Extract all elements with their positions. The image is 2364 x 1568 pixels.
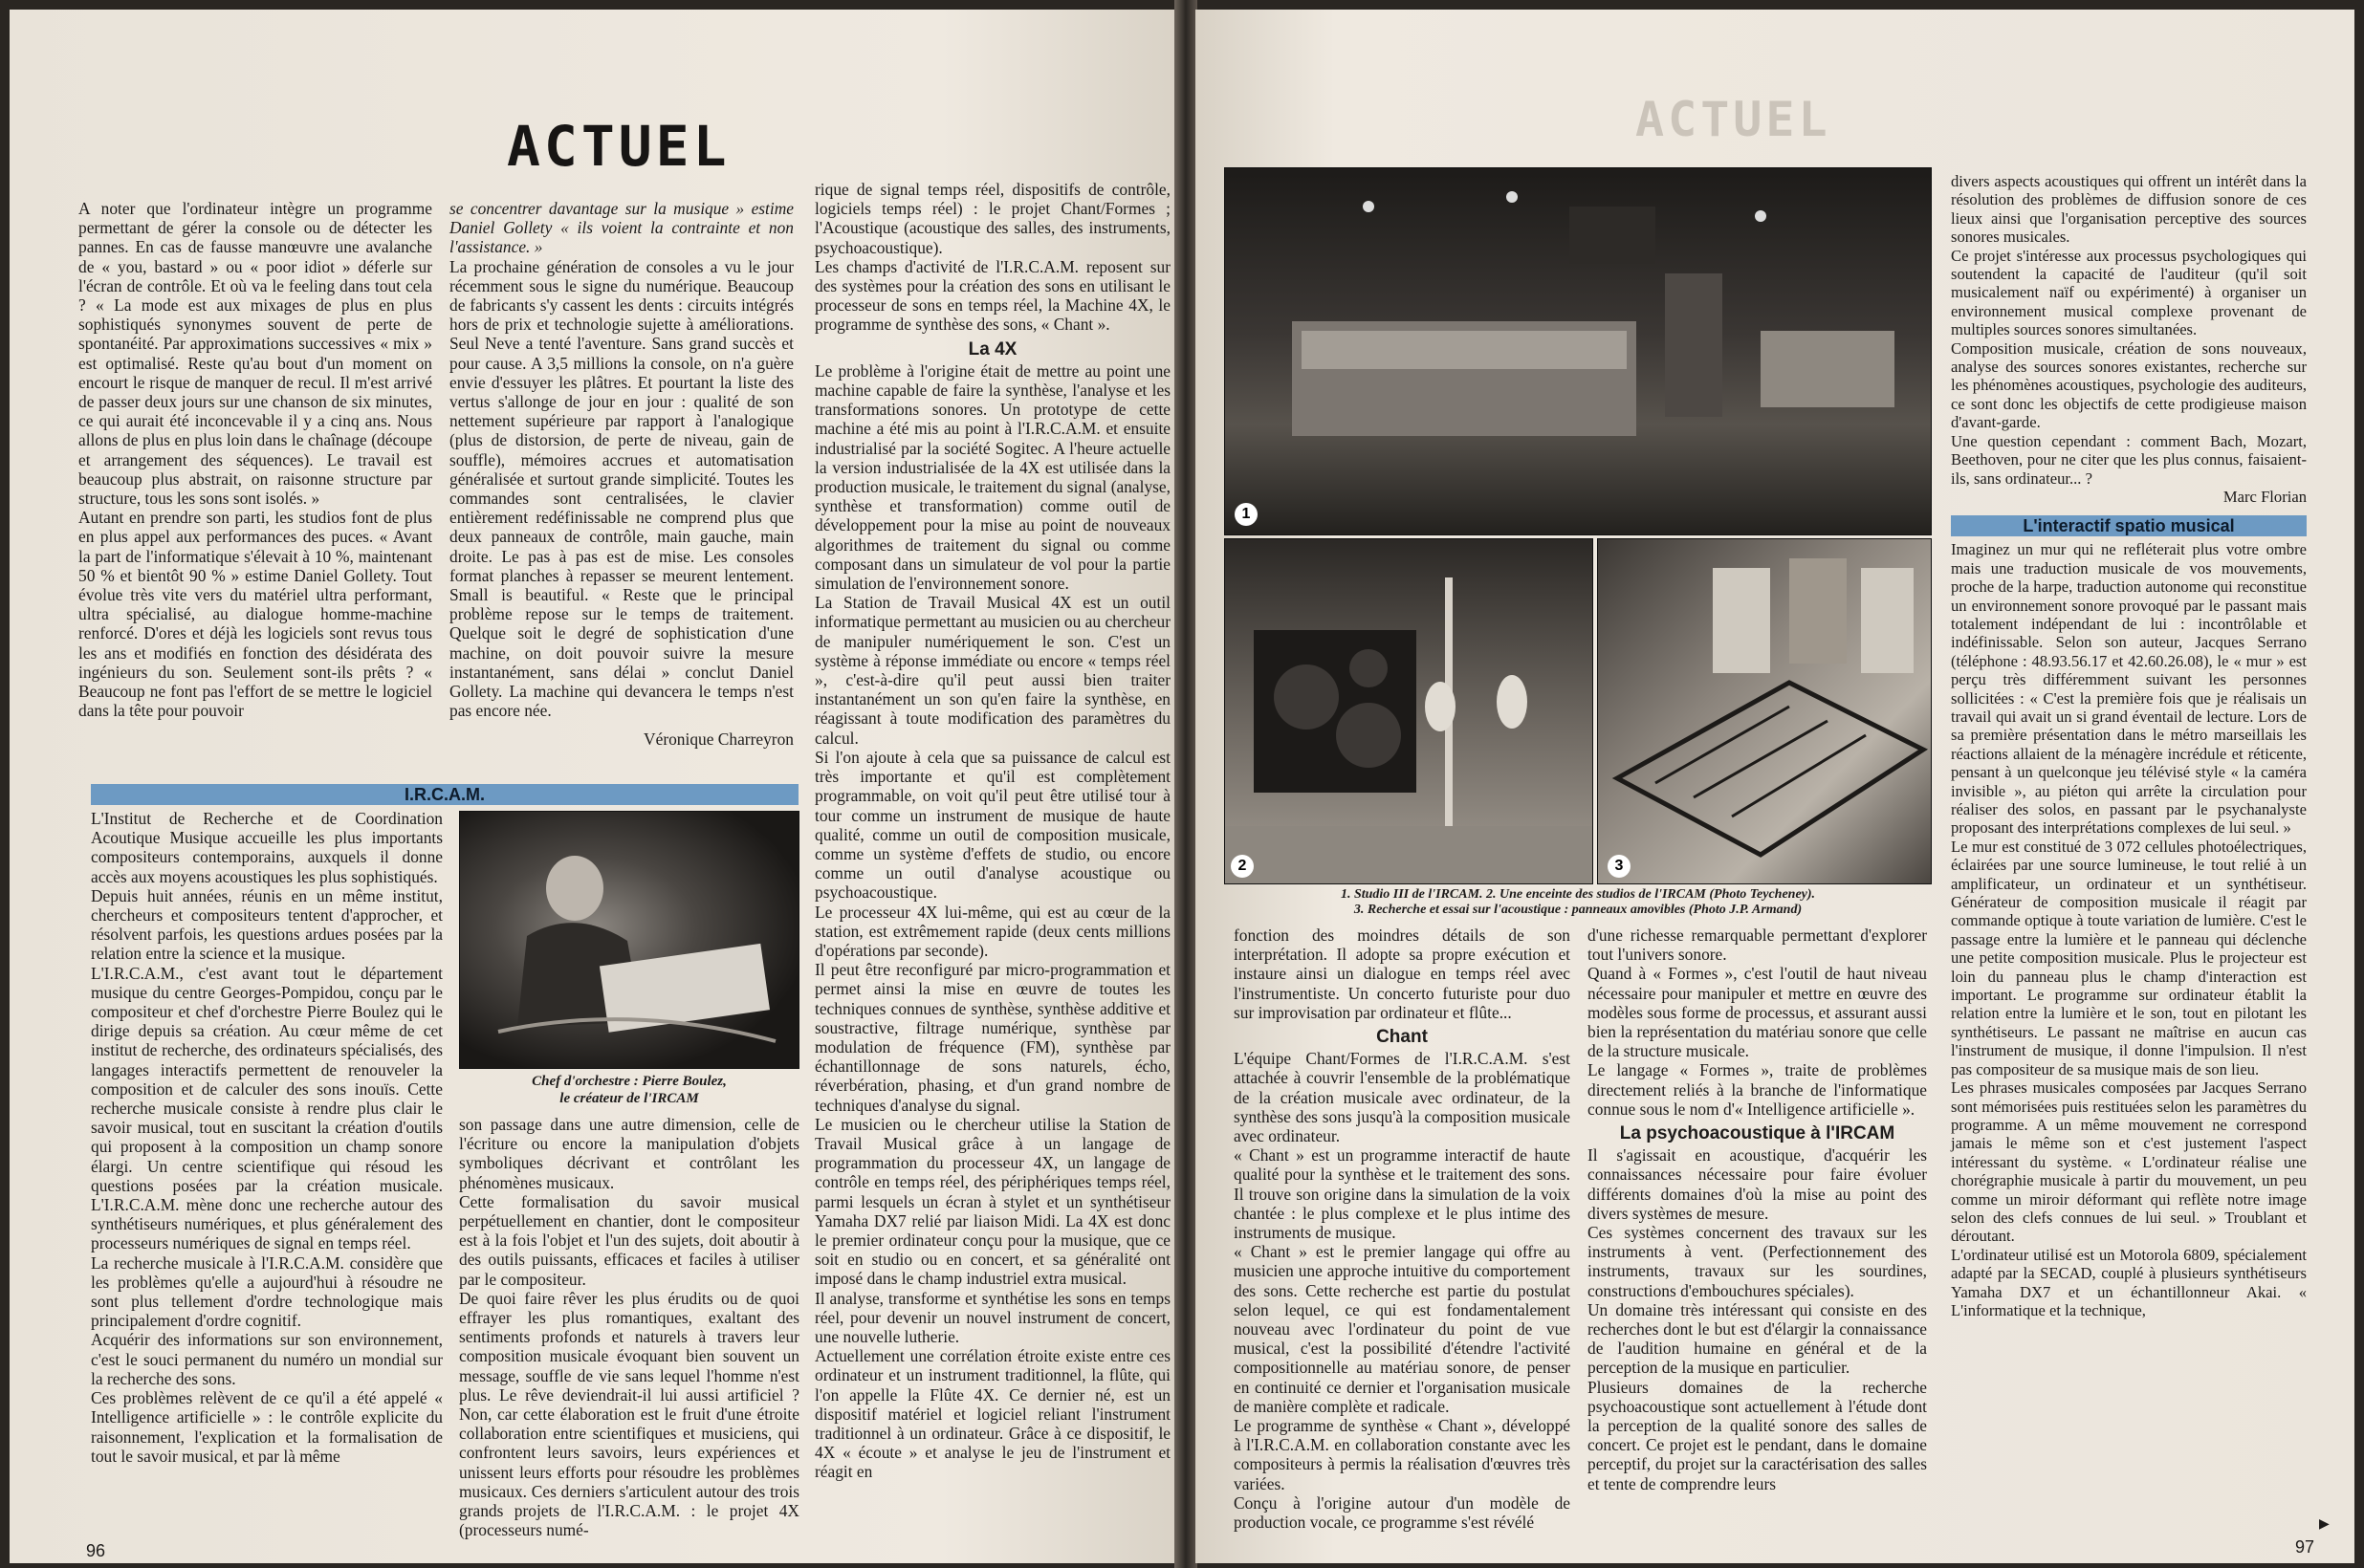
boulez-caption [459,1073,799,1107]
paragraph: Un domaine très intéressant qui consiste en des recherches dont le but est d'élargir la connaissance de l'audition humaine en général et de la perception de la musique en particulier. [1587,1299,1927,1378]
caption-line: le créateur de l'IRCAM [559,1091,699,1106]
paragraph: d'une richesse remarquable permettant d'explorer tout l'univers sonore. [1587,926,1927,965]
right-page [1195,10,2354,1563]
paragraph: Le musicien ou le chercheur utilise la Station de Travail Musical grâce à un langage de programmation du processeur 4X, un langage de contrôle en temps réel, des périphériques temps réel, parmi lesquels un écran à stylet et un synthétiseur Yamaha DX7 relié par liaison Midi. La 4X est donc le premier ordinateur conçu pour la musique, que ce soit en studio ou en concert, et sa généralité ont imposé dans le champ industriel extra musical. [815,1114,1171,1289]
paragraph: Ce projet s'intéresse aux processus psychologiques qui soutendent la capacité de l'auditeur (qu'il soit musicalement naïf ou expérimenté) à organiser un environnement musical complexe provenant de multiples sources sonores simultanées. [1951,246,2307,339]
caption-line: Chef d'orchestre : Pierre Boulez, [532,1074,727,1089]
paragraph: Il s'agissait en acoustique, d'acquérir les connaissances nécessaire pour faire évoluer différents domaines d'où la mise au point des divers systèmes de mesure. [1587,1145,1927,1223]
paragraph: Acquérir des informations sur son environnement, c'est le souci permanent du numéro un mondial sur la recherche des sons. [91,1330,443,1388]
left-col-2 [449,199,794,750]
photo-number: 2 [1231,855,1254,878]
ircam-heading: I.R.C.A.M. [91,784,799,805]
paragraph: La Station de Travail Musical 4X est un outil informatique permettant au musicien ou au chercheur de manipuler numériquement le son. C'est un système à réponse immédiate ou encore « temps réel », c'est-à-dire qu'il peut aussi bien traiter instantanément un son qu'en faire la synthèse, en réagissant à toute modification des paramètres du calcul. [815,593,1171,748]
paragraph: Les phrases musicales composées par Jacques Serrano sont mémorisées puis restituées selon les paramètres du programme. A un même mouvement ne correspond jamais le même son et c'est justement l'aspect intéressant du système. « L'ordinateur réalise une chorégraphie musicale à partir du mouvement, un peu comme un miroir déformant qui reflète notre image selon des clefs connues de lui seul. » Troublant et déroutant. [1951,1078,2307,1246]
paragraph: Ces systèmes concernent des travaux sur les instruments à vent. (Perfectionnement des instruments, travaux sur les sourdines, constructions d'embouchures spéciales). [1587,1223,1927,1300]
paragraph: La prochaine génération de consoles a vu le jour récemment sous le signe du numérique. Beaucoup de fabricants s'y cassent les dents : circuits intégrés hors de prix et technologie sujette à améliorations. Seul Neve a tenté l'aventure. Sans grand succès et pour cause. A 3,5 millions la console, on n'a guère envie d'essuyer les plâtres. Et pourtant la liste des vertus s'allonge de jour en jour : qualité de son nettement supérieure par rapport à l'analogique (plus de distorsion, de perte de niveau, gain de souffle), mémoires accrues et automatisation généralisée et surtout grande simplicité. Toutes les commandes sont centralisées, le clavier entièrement redéfinissable ne comprend plus que deux panneaux de contrôle, main gauche, main droite. Le pas à pas est de mise. Les consoles format planches à repasser se meurent lentement. Small is beautiful. « Reste que le principal problème repose sur le temps de traitement. Quelque soit le degré de sophistication d'une machine, on doit pouvoir suivre la mesure instantanément, sans délai » conclut Daniel Gollety. La machine qui devancera le temps n'est pas encore née. [449,256,794,721]
right-col-3 [1951,172,2307,1319]
right-col-2 [1587,926,1927,1493]
paragraph: De quoi faire rêver les plus érudits ou de quoi effrayer les plus romantiques, exaltant des sentiments profonds et naturels à travers leur composition musicale évoquant bien souvent un message, souffle de vie sans lequel l'homme n'est plus. Le rêve deviendrait-il lui aussi artificiel ? Non, car cette élaboration est le fruit d'une étroite collaboration entre scientifiques et musiciens, qui confrontent leurs savoirs, leurs expériences et unissent leurs efforts pour résoudre les problèmes musicaux. Ces derniers s'articulent autour des trois grands projets de l'I.R.C.A.M. : le projet 4X (processeurs numé- [459,1288,799,1540]
paragraph: Le langage « Formes », traite de problèmes directement reliés à la branche de l'informatique connue sous le nom d'« Intelligence artificielle ». [1587,1060,1927,1119]
paragraph: A noter que l'ordinateur intègre un programme permettant de gérer la console ou de détecter les pannes. En cas de fausse manœuvre une avalanche de « you, bastard » ou « poor idiot » déferle sur l'écran de contrôle. Et où va le feeling dans tout cela ? « La mode est aux mixages de plus en plus sophistiqués synonymes souvent de perte de spontanéité. Par approximations successives « mix » est optimalisé. Reste qu'au bout d'un moment on encourt le risque de manquer de recul. Il m'est arrivé de passer deux jours sur une chanson de six minutes, ce qui aurait été inconcevable il y a cinq ans. Nous allons de plus en plus loin dans le chaînage (découpe et arrangement des séquences). Le travail est beaucoup plus abstrait, on raisonne structure par structure, tous les sons sont isolés. » [78,199,432,509]
paragraph: Imaginez un mur qui ne refléterait plus votre ombre mais une traduction musicale de vos mouvements, proche de la harpe, traduction autonome qui reconstitue un environnement sonore provoqué par le passant mais totalement indépendant de lui : incontrôlable et indéfinissable. Selon son auteur, Jacques Serrano (téléphone : 48.93.56.17 et 42.60.26.08), le « mur » est perçu très différemment suivant les personnes sollicitées : « C'est la première fois que je réalisais un travail qui avait un si grand éventail de lecture. Lors de sa première présentation dans le métro marseillais les réactions allaient de la ménagère incrédule et réticente, pensant à un quelconque jeu télévisé style « la caméra invisible », au piéton qui arrête la circulation pour réaliser des solos, en passant par le psychanalyste proposant des interprétations complexes de lui seul. » [1951,540,2307,838]
studio-illustration [1225,168,1932,535]
paragraph: Si l'on ajoute à cela que sa puissance de calcul est très importante et qu'il est complètement programmable, on voit qu'il peut être utilisé tour à tour comme un instrument de musique de haute qualité, comme un outil de composition musicale, comme un système d'effets de studio, ou encore comme un outil d'analyse acoustique ou psychoacoustique. [815,747,1171,903]
author-signature: Véronique Charreyron [644,730,794,750]
boulez-photo [459,811,799,1069]
paragraph: se concentrer davantage sur la musique » estime Daniel Gollety « ils voient la contrainte et non l'assistance. » [449,199,794,257]
caption-line: 1. Studio III de l'IRCAM. 2. Une enceinte des studios de l'IRCAM (Photo Teycheney). [1340,887,1816,902]
page-number-left: 96 [86,1541,106,1560]
studio-photo-3 [1597,538,1932,884]
panels-illustration [1598,539,1932,884]
ircam-heading-bar [91,782,799,809]
paragraph: Il analyse, transforme et synthétise les sons en temps réel, pour devenir un nouvel instrument de concert, une nouvelle lutherie. [815,1288,1171,1346]
paragraph: « Chant » est un programme interactif de haute qualité pour la synthèse et le traitement des sons. Il trouve son origine dans la simulation de la voix chantée : le plus complexe et le plus intime des instruments de musique. [1234,1145,1570,1243]
photo-number: 1 [1235,503,1258,526]
paragraph: divers aspects acoustiques qui offrent un intérêt dans la résolution des problèmes de diffusion sonore de ces lieux ainsi que l'organisation perceptive des sources sonores musicales. [1951,172,2307,247]
paragraph: Depuis huit années, réunis en un même institut, chercheurs et compositeurs tentent d'approcher, et résolvent parfois, les questions ardues posées par la relation entre la science et la musique. [91,885,443,964]
heading-psychoacoustique: La psychoacoustique à l'IRCAM [1619,1123,1895,1144]
caption-line: 3. Recherche et essai sur l'acoustique : panneaux amovibles (Photo J.P. Armand) [1353,903,1803,917]
paragraph: Actuellement une corrélation étroite existe entre ces ordinateur et un instrument traditionnel, la flûte, qui l'on appelle la Flûte 4X. Ce dernier né, est un dispositif matériel et logiciel reliant l'instrument traditionnel à un ordinateur. Grâce à ce dispositif, le 4X « écoute » et analyse le jeu de l'instrument et réagit en [815,1346,1171,1482]
studio-photos-caption [1224,887,1932,918]
author-signature: Marc Florian [2222,487,2307,506]
paragraph: Ces problèmes relèvent de ce qu'il a été appelé « Intelligence artificielle » : le contrôle explicite du raisonnement, l'explication et la formalisation de tout le savoir musical, et par là même [91,1388,443,1466]
paragraph: rique de signal temps réel, dispositifs de contrôle, logiciels temps réel) : le projet Chant/Formes ; l'Acoustique (acoustique des salles, des instruments, psychoacoustique). [815,180,1171,257]
continue-arrow-icon: ▶ [2319,1515,2330,1531]
paragraph: Composition musicale, création de sons nouveaux, analyse des sources sonores existantes, recherche sur les phénomènes acoustiques, psychologie des auditeurs, ce sont donc les objectifs de cette prodigieuse maison d'avant-garde. [1951,338,2307,432]
paragraph: L'I.R.C.A.M., c'est avant tout le département musique du centre Georges-Pompidou, conçu par le compositeur et chef d'orchestre Pierre Boulez qui le dirige depuis sa création. Au cœur même de cet institut de recherche, des ordinateurs spécialisés, des langages interactifs permettent de renouveler la composition et de calculer des sons inouïs. Cette recherche musicale consiste à rendre plus clair le savoir musical, tout en suscitant la création d'outils qui proposent à la composition un champ sonore élargi. Un centre scientifique qui résoud les questions posées par la création musicale. L'I.R.C.A.M. mène donc une recherche autour des synthétiseurs numériques, et plus généralement des processeurs numériques de signal en temps réel. [91,963,443,1253]
studio-photo-1 [1224,167,1932,535]
paragraph: L'Institut de Recherche et de Coordination Acoutique Musique accueille les plus importants compositeurs contemporains, auxquels il donne accès aux moyens acoustiques les plus sophistiqués. [91,809,443,886]
ircam-col-1 [91,809,443,1466]
heading-interactif: L'interactif spatio musical [1951,515,2307,536]
photo-number: 3 [1608,855,1631,878]
paragraph: Cette formalisation du savoir musical perpétuellement en chantier, dont le compositeur est à la fois l'objet et l'un des sujets, doit aboutir à des outils puissants, efficaces et faciles à utiliser par le compositeur. [459,1191,799,1289]
boulez-photo-illustration [460,812,799,1069]
section-logo: ACTUEL [507,114,731,179]
paragraph: Quand à « Formes », c'est l'outil de haut niveau nécessaire pour manipuler et mettre en œuvre des modèles sous forme de processus, et assurant aussi bien la représentation du matériau sonore que celle de la structure musicale. [1587,964,1927,1061]
paragraph: La recherche musicale à l'I.R.C.A.M. considère que les problèmes qu'elle a aujourd'hui à résoudre ne sont plus tellement d'ordre technologique mais principalement d'ordre cognitif. [91,1252,443,1331]
page-number-right: 97 [2295,1537,2315,1557]
paragraph: L'équipe Chant/Formes de l'I.R.C.A.M. s'est attachée à couvrir l'ensemble de la problématique de la création musicale avec ordinateur, de la synthèse des sons jusqu'à la composition musicale avec ordinateur. [1234,1049,1570,1146]
left-page [10,10,1176,1563]
paragraph: Le mur est constitué de 3 072 cellules photoélectriques, éclairées par une source lumineuse, le tout relié à un amplificateur, un ordinateur et un synthétiseur. Générateur de composition musicale il réagit par commande optique à toute variation de lumière. C'est le passage entre la lumière et le panneau qui déclenche une petite composition musicale. Plus le projecteur est loin du panneau plus le champ d'interaction est important. Le programme sur ordinateur établit la relation entre la lumière et le son, tout en pilotant les synthétiseurs. Le passant ne maîtrise en aucun cas l'instrument de musique, il donne l'impulsion. Il n'est pas compositeur de sa musique mais de son lieu. [1951,837,2307,1078]
paragraph: « Chant » est le premier langage qui offre au musicien une approche intuitive du comportement des sons. Cette recherche est partie du postulat selon lequel, ce qui est fondamentalement nouveau avec l'ordinateur du point de vue musical, c'est la possibilité d'étendre l'activité compositionnelle au matériau sonore, de penser en continuité ce dernier et l'organisation musicale de manière complète et radicale. [1234,1242,1570,1416]
paragraph: Plusieurs domaines de la recherche psychoacoustique sont actuellement à l'étude dont la perception de la qualité sonore des salles de concert. Ce projet est le pendant, dans le domaine perceptif, du projet sur la caractérisation des salles et tente de comprendre leurs [1587,1377,1927,1493]
paragraph: Il peut être reconfiguré par micro-programmation et permet ainsi la mise en œuvre de toutes les techniques connues de synthèse, synthèse additive et soustractive, filtrage numérique, synthèse par modulation de fréquence (FM), synthèse par échantillonnage de sons naturels, écho, réverbération, phasing, et d'un grand nombre de techniques d'analyse du signal. [815,960,1171,1115]
paragraph: Conçu à l'origine autour d'un modèle de production vocale, ce programme s'est révélé [1234,1492,1570,1533]
studio-photo-2 [1224,538,1593,884]
left-col-1 [78,199,432,720]
paragraph: Le processeur 4X lui-même, qui est au cœur de la station, est extrêmement rapide (deux cents millions d'opérations par seconde). [815,902,1171,960]
paragraph: Le problème à l'origine était de mettre au point une machine capable de faire la synthèse, l'analyse et les transformations sonores. Un prototype de cette machine a été mis au point à l'I.R.C.A.M. et ensuite industrialisé par la société Sogitec. A l'heure actuelle la version industrialisée de la 4X est utilisée dans la production musicale, le traitement du signal (analyse, synthèse et transformation) comme outil de développement pour la mise au point de nouveaux algorithmes de traitement du signal ou comme composant dans un simulateur de vol pour la partie simulation de l'environnement sonore. [815,360,1171,594]
ircam-col-2 [459,1115,799,1539]
ghost-logo: ACTUEL [1635,92,1831,147]
gutter [1174,0,1197,1568]
paragraph: Le programme de synthèse « Chant », développé à l'I.R.C.A.M. en collaboration constante avec les compositeurs à permis la réalisation d'œuvres très variées. [1234,1416,1570,1493]
speaker-illustration [1225,539,1593,884]
paragraph: Autant en prendre son parti, les studios font de plus en plus appel aux performances des puces. « Avant la part de l'informatique s'élevait à 10 %, maintenant 50 % et bientôt 90 % » estime Daniel Gollety. Tout évolue très vite vers du matériel ultra performant, ultra spécialisé, au dialogue homme-machine renforcé. D'ores et déjà les logiciels sont revus tous les ans et modifiés en fonction des désidérata des ingénieurs du son. Seulement sont-ils prêts ? « Beaucoup ne font pas l'effort de se mettre le logiciel dans la tête pour pouvoir [78,508,432,721]
paragraph: Les champs d'activité de l'I.R.C.A.M. reposent sur des systèmes pour la création des sons en utilisant le processeur de sons en temps réel, la Machine 4X, le programme de synthèse des sons, « Chant ». [815,256,1171,335]
paragraph: Une question cependant : comment Bach, Mozart, Beethoven, pour ne citer que les plus connus, faisaient-ils, sans ordinateur... ? [1951,431,2307,488]
left-col-3 [815,180,1171,1482]
paragraph: son passage dans une autre dimension, celle de l'écriture ou encore la manipulation d'objets symboliques décrivant et contrôlant les phénomènes musicaux. [459,1115,799,1192]
heading-chant: Chant [1376,1027,1428,1048]
paragraph: L'ordinateur utilisé est un Motorola 6809, spécialement adapté par la SECAD, couplé à plusieurs synthétiseurs Yamaha DX7 et un échantillonneur Akai. « L'informatique et la technique, [1951,1245,2307,1319]
right-col-1 [1234,926,1570,1532]
heading-4x: La 4X [968,338,1018,359]
paragraph: fonction des moindres détails de son interprétation. Il adopte sa propre exécution et instaure ainsi un dialogue en temps réel avec l'instrumentiste. Un concerto futuriste pour duo sur improvisation par ordinateur et flûte... [1234,926,1570,1022]
